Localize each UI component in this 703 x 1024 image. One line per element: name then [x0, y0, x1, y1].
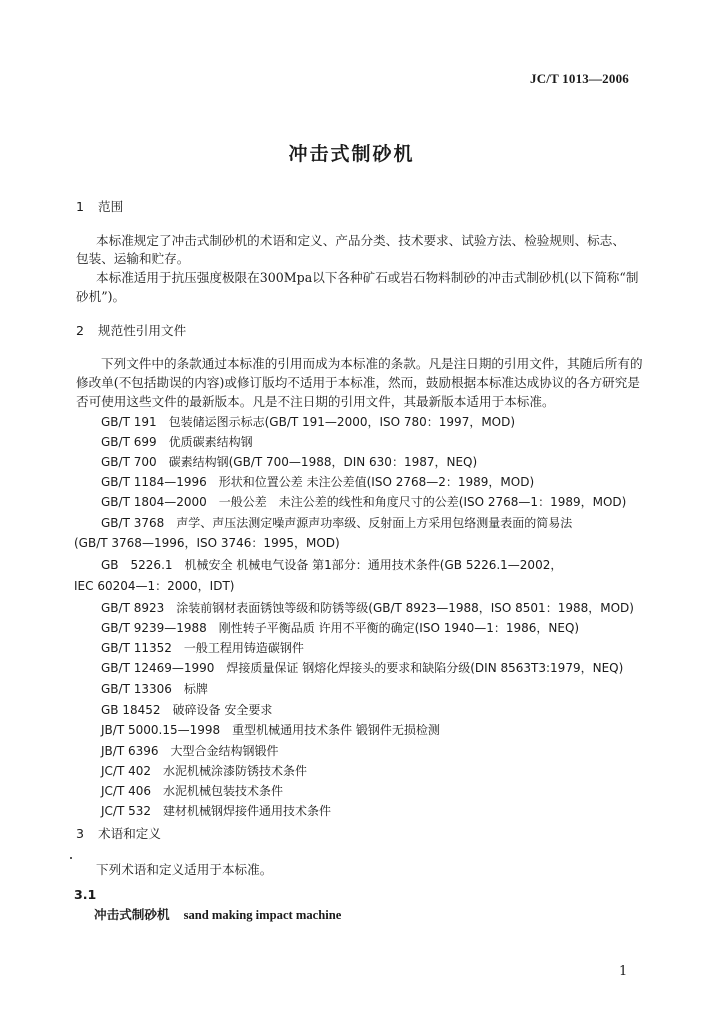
reference-item: GB/T 191 包装储运图示标志(GB/T 191—2000，ISO 780：1997，MOD) [101, 415, 516, 429]
reference-item: JC/T 402 水泥机械涂漆防锈技术条件 [101, 764, 308, 778]
paragraph-line: 下列术语和定义适用于本标准。 [96, 862, 273, 877]
term-english: sand making impact machine [183, 908, 342, 922]
reference-item: GB/T 3768 声学、声压法测定噪声源声功率级、反射面上方采用包络测量表面的简易法 [101, 516, 573, 530]
paragraph-line: 修改单(不包括勘误的内容)或修订版均不适用于本标准，然而，鼓励根据本标准达成协议的各方研究是 [76, 375, 640, 390]
reference-item: GB/T 13306 标牌 [101, 682, 208, 696]
reference-item: GB/T 12469—1990 焊接质量保证 钢熔化焊接头的要求和缺陷分级(DIN 8563T3:1979，NEQ) [101, 661, 624, 675]
section-3-heading [76, 826, 161, 842]
standard-code: JC/T 1013—2006 [530, 71, 629, 86]
paragraph-line: 本标准规定了冲击式制砂机的术语和定义、产品分类、技术要求、试验方法、检验规则、标志、 [96, 233, 625, 248]
section-number: 2 [76, 323, 85, 338]
reference-item: JB/T 6396 大型合金结构钢锻件 [101, 744, 279, 758]
term-chinese: 冲击式制砂机 [94, 907, 170, 922]
reference-item: GB/T 1184—1996 形状和位置公差 未注公差值(ISO 2768—2：1989，MOD) [101, 475, 535, 489]
section-2-heading [76, 323, 186, 339]
page-number: 1 [619, 964, 628, 979]
document-title: 冲击式制砂机 [288, 143, 415, 165]
paragraph-line: 下列文件中的条款通过本标准的引用而成为本标准的条款。凡是注日期的引用文件，其随后所有的 [101, 356, 643, 371]
subsection-number: 3.1 [74, 887, 97, 902]
reference-item: GB/T 9239—1988 刚性转子平衡品质 许用不平衡的确定(ISO 1940—1：1986，NEQ) [101, 621, 580, 635]
section-title: 术语和定义 [98, 826, 161, 841]
reference-item: GB/T 1804—2000 一般公差 未注公差的线性和角度尺寸的公差(ISO 2768—1：1989，MOD) [101, 495, 627, 509]
reference-item-continued: (GB/T 3768—1996，ISO 3746：1995，MOD) [74, 536, 340, 550]
paragraph-line: 包装、运输和贮存。 [76, 251, 190, 266]
section-number: 3 [76, 826, 85, 841]
reference-item-continued: IEC 60204—1：2000，IDT) [74, 579, 235, 593]
paragraph-line: 否可使用这些文件的最新版本。凡是不注日期的引用文件，其最新版本适用于本标准。 [76, 394, 555, 409]
reference-item: GB/T 699 优质碳素结构钢 [101, 435, 253, 449]
reference-item: GB/T 700 碳素结构钢(GB/T 700—1988，DIN 630：1987，NEQ) [101, 455, 478, 469]
section-1-heading [76, 199, 123, 215]
reference-item: JC/T 406 水泥机械包装技术条件 [101, 784, 284, 798]
reference-item: GB 5226.1 机械安全 机械电气设备 第1部分：通用技术条件(GB 5226.1—2002， [101, 558, 563, 572]
section-title: 范围 [98, 199, 124, 214]
reference-item: GB 18452 破碎设备 安全要求 [101, 703, 273, 717]
paragraph-line: 砂机”)。 [76, 289, 126, 304]
scan-speck [70, 857, 72, 859]
section-number: 1 [76, 199, 85, 214]
paragraph-line: 本标准适用于抗压强度极限在300Mpa以下各种矿石或岩石物料制砂的冲击式制砂机(以下简称“制 [96, 270, 639, 285]
reference-item: GB/T 8923 涂装前钢材表面锈蚀等级和防锈等级(GB/T 8923—1988，ISO 8501：1988，MOD) [101, 601, 634, 615]
reference-item: GB/T 11352 一般工程用铸造碳钢件 [101, 641, 304, 655]
section-title: 规范性引用文件 [98, 323, 187, 338]
reference-item: JC/T 532 建材机械钢焊接件通用技术条件 [101, 804, 332, 818]
term-entry [94, 907, 341, 923]
reference-item: JB/T 5000.15—1998 重型机械通用技术条件 锻钢件无损检测 [101, 723, 440, 737]
